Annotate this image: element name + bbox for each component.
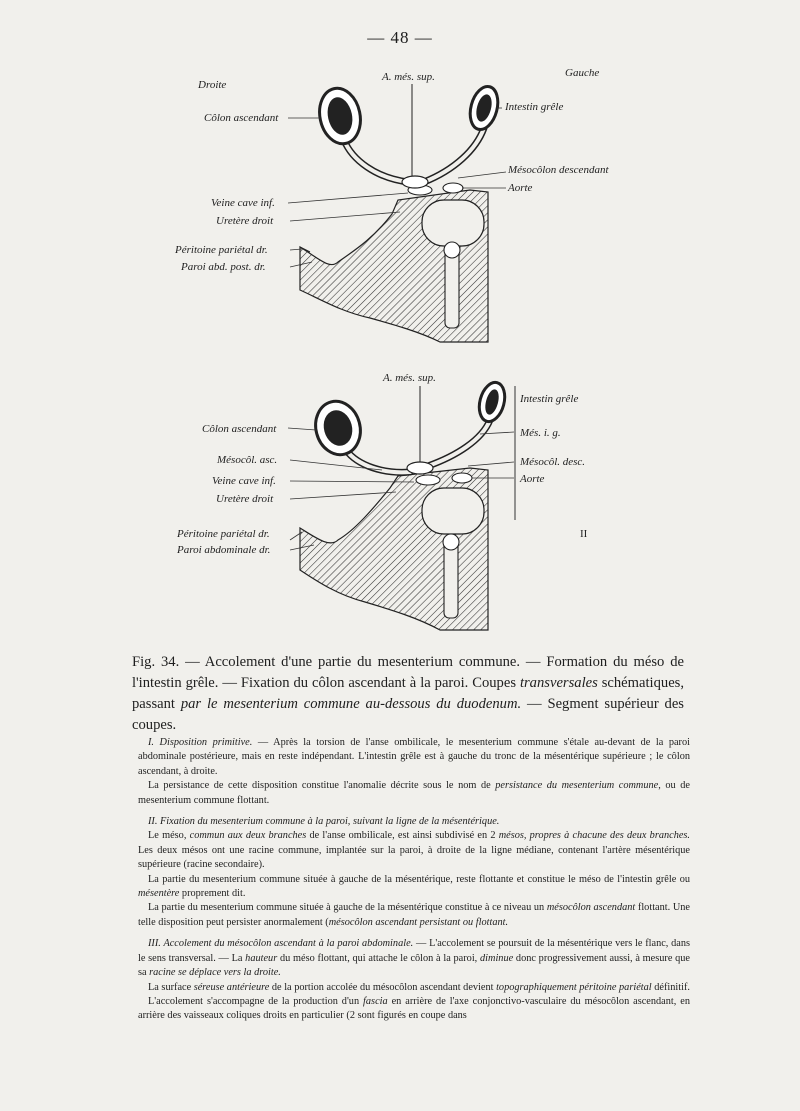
leader-mesodesc-bottom (468, 462, 514, 466)
s2-p2e: mésentère (138, 888, 180, 900)
leader-ur-bottom (290, 492, 396, 499)
label-ur-top: Uretère droit (216, 215, 274, 227)
s2-p3a: La partie du mesenterium commune située à gauche de la mésentérique constitue à ce niveau un (148, 902, 547, 914)
caption-em-2: par le mesenterium commune au-dessous du duodenum. (180, 696, 522, 712)
caption-text-1: — Accolement d'une partie du mesenterium commune. — Formation du méso de l'intestin grêle. — Fixation du côlon ascendant à la paroi. Coupes (132, 654, 684, 691)
s2-p1a: Le méso, (148, 830, 190, 842)
s3-p1a: — L'accolement se poursuit de la mésentérique vers le flanc, dans le sens transversal. — La (138, 938, 691, 964)
colon-mesentery-top (344, 140, 408, 182)
s3-p1b: du méso flottant, qui attache le côlon à la paroi, (277, 952, 480, 964)
label-mesoasc-bottom: Mésocôl. asc. (217, 454, 278, 466)
label-colon-bottom: Côlon ascendant (202, 423, 277, 435)
page-number: — 48 — (367, 28, 433, 47)
section-2-heading: II. Fixation du mesenterium commune à la paroi, suivant la ligne de la mésentérique. (148, 816, 500, 828)
label-gauche-top: Gauche (565, 67, 600, 79)
s2-p1e1: commun aux deux branches (189, 830, 307, 842)
s3-p3b: en arrière de l'axe conjonctivo-vasculaire du mésocôlon ascendant, en arrière des vaisseaux coliques droits en particulier (2 sont figurés en coupe dans (138, 995, 690, 1022)
small-intestine-mesentery-inner-top (424, 128, 484, 182)
vena-cava-bottom (416, 475, 440, 485)
section-3-para-1 (138, 937, 690, 980)
spinal-canal-bottom (443, 534, 459, 550)
s3-p1e3: racine se déplace vers la droite. (149, 967, 281, 979)
s3-p3a: L'accolement s'accompagne de la production d'un (148, 995, 364, 1007)
aorta-bottom (452, 473, 472, 483)
section-3-heading: III. Accolement du mésocôlon ascendant à la paroi abdominale. (148, 938, 414, 950)
vertebral-body-top (422, 200, 484, 246)
label-sma-top: A. més. sup. (382, 71, 435, 83)
s3-p2c: définitif. (651, 981, 690, 993)
s1-p2e: persistance du mesenterium commune (495, 780, 659, 792)
s3-p2e2: topographiquement péritoine pariétal (496, 981, 652, 993)
s2-p3e2: mésocôlon ascendant persistant ou flottant. (328, 916, 509, 928)
label-aorte-top: Aorte (508, 182, 533, 194)
section-1-heading: I. Disposition primitive. (148, 737, 253, 748)
s2-p1b: de l'anse ombilicale, est ainsi subdivisé en 2 (306, 830, 499, 842)
label-aorte-bottom: Aorte (520, 473, 545, 485)
label-int-bottom: Intestin grêle (520, 393, 579, 405)
body-text (138, 736, 690, 1024)
label-per-bottom: Péritoine pariétal dr. (177, 528, 270, 540)
small-intestine-mesentery-bottom (428, 420, 490, 466)
s3-p1c: donc progressivement aussi, à mesure que sa (138, 952, 691, 979)
label-int-top: Intestin grêle (505, 101, 564, 113)
label-vc-bottom: Veine cave inf. (212, 475, 276, 487)
label-sma-bottom: A. més. sup. (383, 372, 436, 384)
label-paroi-bottom: Paroi abdominale dr. (177, 544, 271, 556)
caption-fig: Fig. 34. (132, 654, 180, 670)
s3-p3e: fascia (363, 995, 388, 1007)
leader-vc-top (288, 193, 408, 203)
s2-p3e1: mésocôlon ascendant (546, 902, 636, 914)
label-droite-top: Droite (198, 79, 227, 91)
leader-colon-bottom (288, 428, 316, 430)
label-colon-top: Côlon ascendant (204, 112, 279, 124)
s3-p2b: de la portion accolée du mésocôlon ascendant devient (269, 981, 497, 993)
caption-text-2: schématiques, passant (132, 675, 684, 712)
vertebral-body-bottom (422, 488, 484, 534)
small-intestine-mesentery-top (424, 128, 484, 182)
top-cross-section (174, 67, 609, 342)
label-mesocolon-top: Mésocôlon descendant (508, 164, 609, 176)
s3-p2a: La surface (148, 981, 194, 993)
section-2-para-3 (138, 901, 690, 930)
s2-p2b: proprement dit. (179, 888, 246, 900)
caption-text-3: — Segment supérieur des coupes. (132, 696, 684, 733)
section-3-para-2 (138, 981, 690, 995)
spinal-canal-top (444, 242, 460, 258)
mesenteric-root-bottom (407, 462, 433, 474)
label-mesodesc-bottom: Mésocôl. desc. (520, 456, 586, 468)
section-2-para-1 (138, 829, 690, 872)
s3-p1e2: diminue (480, 952, 514, 964)
label-mesig-bottom: Més. i. g. (520, 427, 561, 439)
section-3-para-3 (138, 995, 690, 1024)
label-paroi-top: Paroi abd. post. dr. (181, 261, 266, 273)
s2-p1c: Les deux mésos ont une racine commune, implantée sur la paroi, à droite de la ligne médiane, contenant l'artère mésentérique supérieure (racine secondaire). (138, 844, 690, 871)
s2-p1e2: mésos, propres à chacune des deux branches. (498, 830, 690, 842)
s3-p2e1: séreuse antérieure (193, 981, 270, 993)
mesenteric-root-top (402, 176, 428, 188)
s2-p2a: La partie du mesenterium commune située à gauche de la mésentérique, reste flottante et constitue le méso de l'intestin grêle ou (148, 873, 690, 885)
figure-caption (132, 652, 684, 736)
section-2-para-2 (138, 873, 690, 902)
label-vc-top: Veine cave inf. (211, 197, 275, 209)
s1-p2a: La persistance de cette disposition constitue l'anomalie décrite sous le nom de (148, 780, 496, 792)
leader-ur-top (290, 212, 400, 221)
spinal-column-bottom (444, 540, 458, 618)
s3-p1e1: hauteur (245, 952, 278, 964)
label-roman-ii: II (580, 528, 588, 540)
s1-p2b: , ou de mesenterium commune flottant. (138, 780, 690, 806)
section-2-heading-para (138, 815, 690, 829)
caption-em-1: transversales (519, 675, 598, 691)
bottom-cross-section (176, 372, 588, 630)
label-per-top: Péritoine pariétal dr. (175, 244, 268, 256)
aorta-top (443, 183, 463, 193)
label-ur-bottom: Uretère droit (216, 493, 274, 505)
section-1-para-1 (138, 736, 690, 779)
section-1-para-2 (138, 779, 690, 808)
leader-mesocolon-top (458, 172, 506, 178)
s2-p3b: flottant. Une telle disposition peut persister anormalement ( (138, 902, 690, 928)
section-1-text: — Après la torsion de l'anse ombilicale, le mesenterium commune s'étale au-devant de la paroi abdominale postérieure, mais en reste indépendant. L'intestin grêle est à gauche du tronc de la mésentérique supérieure ; le côlon ascendant, à droite. (138, 737, 690, 777)
